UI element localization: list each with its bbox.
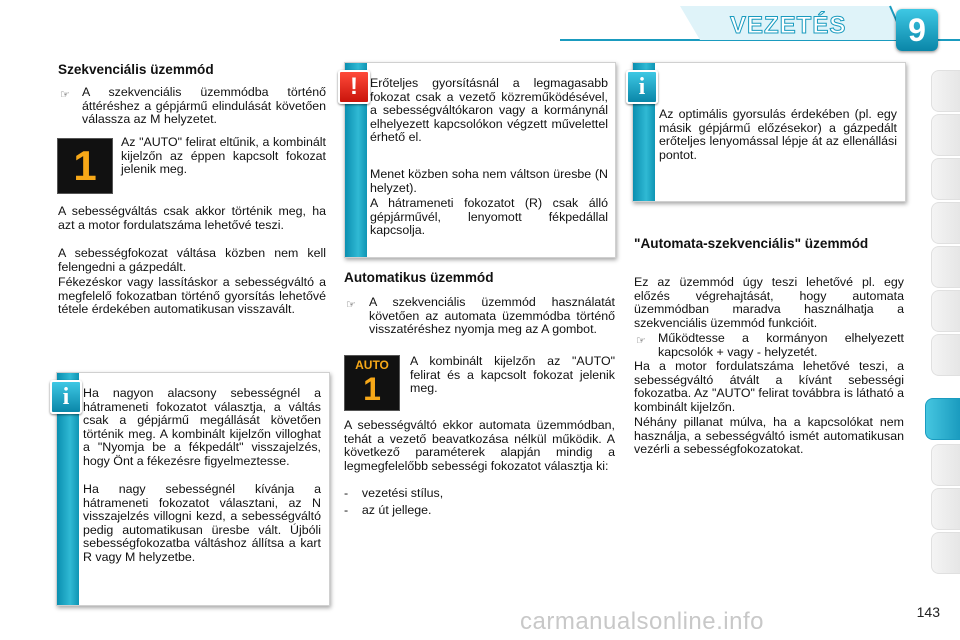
warning-text: Erőteljes gyorsításnál a legmagasabb fokozat csak a vezető közreműködésével, a sebességváltókaron vagy a kormánynál elhelyezett kapcsolókon végzett művelettel érhető el. (370, 76, 608, 145)
paragraph: A sebességfokozat váltása közben nem kell felengedni a gázpedált. (58, 246, 326, 274)
chapter-tab[interactable] (931, 532, 960, 574)
pointer-icon: ☞ (636, 335, 646, 347)
page-number: 143 (916, 604, 940, 620)
bullet-text: Működtesse a kormányon elhelyezett kapcsolók + vagy - helyzetét. (658, 331, 904, 359)
gear-digit: 1 (363, 371, 381, 407)
list-item: - az út jellege. (344, 503, 432, 517)
paragraph: Néhány pillanat múlva, ha a kapcsolókat nem használja, a sebességváltó ismét automatikusan vezérli a sebességfokozatokat. (634, 415, 904, 457)
paragraph: A sebességváltás csak akkor történik meg, ha azt a motor fordulatszáma lehetővé teszi. (58, 204, 326, 232)
chapter-tab[interactable] (931, 70, 960, 112)
info-text: Ha nagyon alacsony sebességnél a hátrameneti fokozatot választja, a váltás csak a gépjármű megállását követően történik meg. A kombinált kijelzőn villoghat a "Nyomja be a fékpedált" visszajelzés, hogy Önt a fékezésre figyelmeztesse. (83, 386, 321, 468)
chapter-number-badge (896, 9, 938, 51)
auto-label: AUTO (355, 358, 389, 372)
chapter-tab[interactable] (931, 202, 960, 244)
paragraph: Fékezéskor vagy lassításkor a sebességváltó a megfelelő fokozatban történő gyorsítás lehetővé tétele érdekében automatikusan visszavált. (58, 275, 326, 317)
chapter-number: 9 (908, 12, 926, 48)
chapter-tab[interactable] (931, 334, 960, 376)
display-caption: A kombinált kijelzőn az "AUTO" felirat és a kapcsolt fokozat jelenik meg. (410, 354, 615, 396)
pointer-icon: ☞ (60, 89, 70, 101)
list-item: - vezetési stílus, (344, 486, 444, 500)
bullet-text: A szekvenciális üzemmódba történő áttéréshez a gépjármű elindulását követően válassza az M helyzetet. (82, 85, 326, 127)
warning-text: A hátrameneti fokozatot (R) csak álló gépjárművél, lenyomott fékpedállal kapcsolja. (370, 196, 608, 238)
info-icon: i (50, 380, 82, 414)
warning-text: Menet közben soha nem váltson üresbe (N helyzet). (370, 167, 608, 195)
chapter-tab[interactable] (931, 290, 960, 332)
chapter-tab[interactable] (931, 488, 960, 530)
paragraph: Ez az üzemmód úgy teszi lehetővé pl. egy előzés végrehajtását, hogy automata üzemmódban maradva használhatja a szekvenciális üzemmód funkcióit. (634, 275, 904, 330)
info-text: Az optimális gyorsulás érdekében (pl. egy másik gépjármű előzésekor) a gázpedált erőteljes lenyomással lépje át az ellenállási pontot. (659, 107, 897, 162)
gear-display (57, 138, 113, 194)
section-heading: "Automata-szekvenciális" üzemmód (634, 236, 869, 251)
chapter-tab[interactable] (931, 158, 960, 200)
info-icon: i (626, 70, 658, 104)
section-heading: Szekvenciális üzemmód (58, 62, 214, 77)
section-heading: Automatikus üzemmód (344, 270, 494, 285)
watermark: carmanualsonline.info (520, 608, 764, 635)
chapter-tab-active[interactable] (925, 398, 960, 440)
chapter-title: VEZETÉS (730, 12, 847, 39)
auto-gear-display (344, 355, 400, 411)
chapter-tab[interactable] (931, 114, 960, 156)
chapter-tab[interactable] (931, 444, 960, 486)
bullet-text: A szekvenciális üzemmód használatát követően az automata üzemmódba történő visszatéréshez nyomja meg az A gombot. (369, 295, 615, 337)
paragraph: A sebességváltó ekkor automata üzemmódban, tehát a vezető beavatkozása nélkül működik. A következő paraméterek alapján mindig a legmegfelelőbb sebességi fokozatot választja ki: (344, 418, 615, 473)
display-caption: Az "AUTO" felirat eltűnik, a kombinált kijelzőn az éppen kapcsolt fokozat jelenik meg. (121, 135, 326, 177)
gear-digit: 1 (73, 142, 97, 189)
pointer-icon: ☞ (346, 299, 356, 311)
paragraph: Ha a motor fordulatszáma lehetővé teszi, a sebességváltó átvált a kívánt sebességi fokozatba. Az "AUTO" felirat továbbra is látható a kombinált kijelzőn. (634, 359, 904, 414)
warning-icon: ! (338, 70, 370, 104)
info-text: Ha nagy sebességnél kívánja a hátrameneti fokozatot választani, az N visszajelzés villogni kezd, a sebességváltó pedig automatikusan üresbe vált. Újbóli sebességfokozatba váltáshoz állítsa a kart R vagy M helyzetbe. (83, 482, 321, 564)
chapter-tab[interactable] (931, 246, 960, 288)
